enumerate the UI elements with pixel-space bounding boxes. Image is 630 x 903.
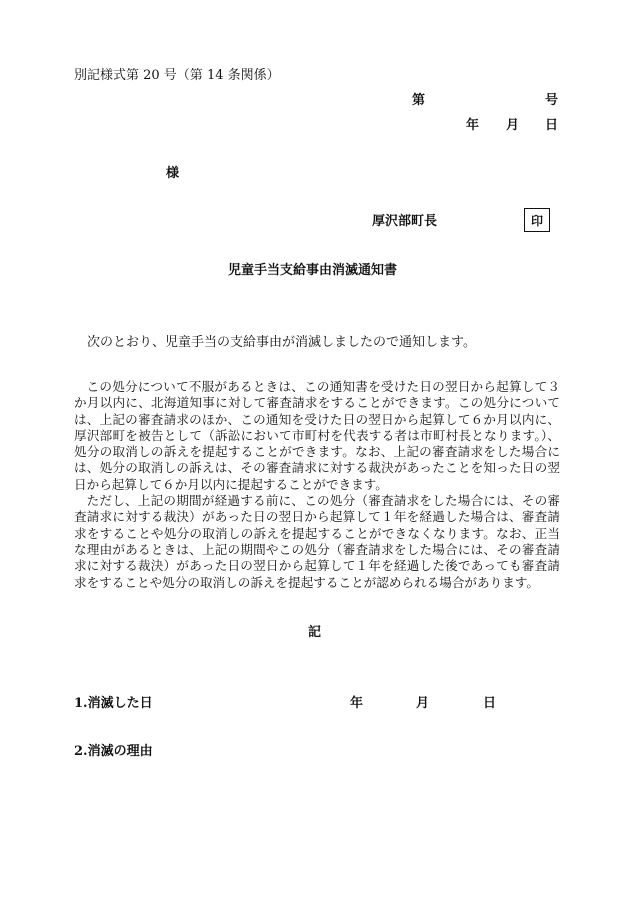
seal-mark: 印 [524, 208, 550, 232]
appeal-paragraph-1: この処分について不服があるときは、この通知書を受けた日の翌日から起算して３か月以内に、北海道知事に対して審査請求をすることができます。この処分については、上記の審査請求のほか、この通知を受けた日の翌日から起算して６か月以内に、厚沢部町を被告として（訴訟において市町村を代表する者は市町村長となります。）、処分の取消しの訴えを提起することができます。なお、上記の審査請求をした場合には、処分の取消しの訴えは、その審査請求に対する裁決があったことを知った日の翌日から起算して６か月以内に提起することができます。 [74, 379, 560, 492]
issue-date-year: 年 [466, 118, 480, 133]
appeal-paragraph-2: ただし、上記の期間が経過する前に、この処分（審査請求をした場合には、その審査請求に対する裁決）があった日の翌日から起算して１年を経過した場合は、審査請求をすることや処分の取消しの訴えを提起することができなくなります。なお、正当な理由があるときは、上記の期間やこの処分（審査請求をした場合には、その審査請求に対する裁決）があった日の翌日から起算して１年を経過した後であっても審査請求をすることや処分の取消しの訴えを提起することが認められる場合があります。 [74, 493, 560, 590]
issue-date-day: 日 [545, 118, 559, 133]
item-1-year: 年 [350, 696, 364, 711]
ki-heading: 記 [308, 625, 322, 640]
item-1-label: 1.消滅した日 [74, 696, 153, 711]
document-number-prefix: 第 [412, 93, 426, 108]
form-designation: 別記様式第 20 号（第 14 条関係） [74, 68, 280, 83]
document-number-suffix: 号 [545, 93, 559, 108]
appeal-notice [74, 379, 560, 591]
issue-date-month: 月 [506, 118, 520, 133]
item-1-day: 日 [483, 696, 497, 711]
issuer-name: 厚沢部町長 [372, 214, 438, 229]
item-1-month: 月 [416, 696, 430, 711]
addressee-suffix: 様 [166, 166, 180, 181]
item-2-label: 2.消滅の理由 [74, 744, 153, 759]
intro-sentence: 次のとおり、児童手当の支給事由が消滅しましたので通知します。 [87, 335, 476, 350]
document-title: 児童手当支給事由消滅通知書 [228, 263, 398, 278]
